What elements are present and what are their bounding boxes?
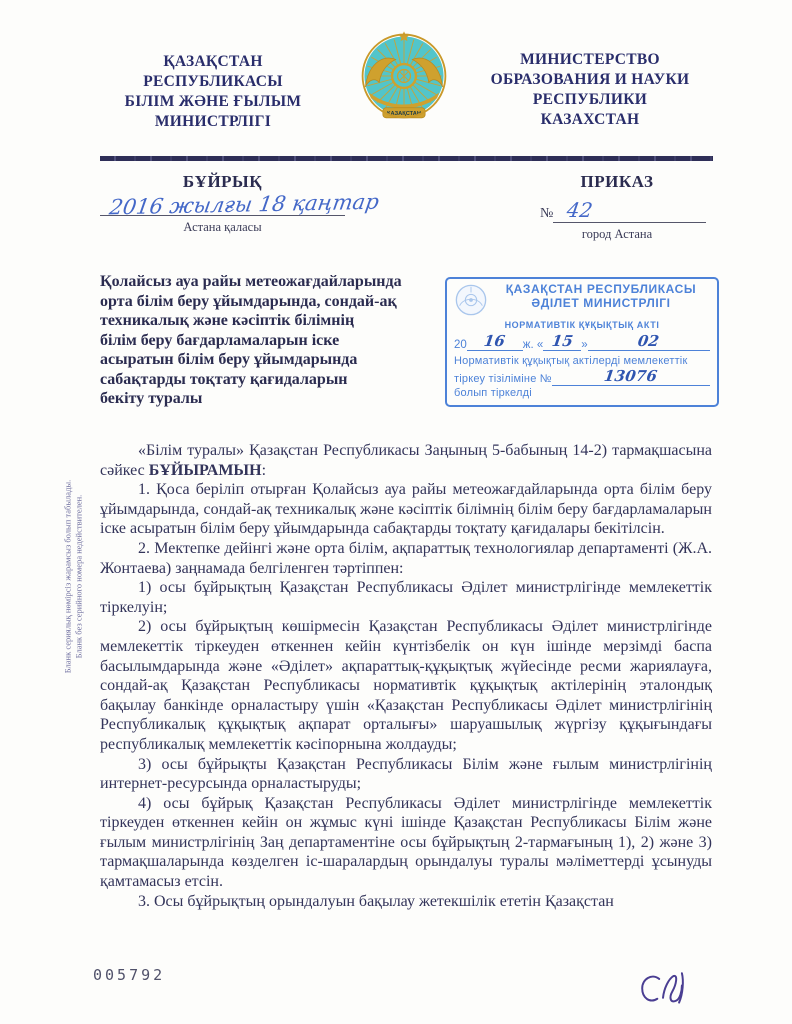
body-paragraph: 1. Қоса беріліп отырған Қолайсыз ауа райы метеожағдайларында орта білім беру ұйымдарында, сондай-ақ техникалық және кәсіптік білімнің білім беру бағдарламаларын іске асыратын білім беру ұйымдарында сабақтарды тоқтату қағидалары бекітілсін.	[100, 481, 712, 538]
title-line: сабақтарды тоқтату қағидаларын	[100, 370, 348, 388]
stamp-quote-close: »	[581, 339, 588, 351]
place-kazakh: Астана қаласы	[183, 220, 262, 234]
order-label-russian: ПРИКАЗ	[580, 172, 654, 191]
stamp-org-line2: ӘДІЛЕТ МИНИСТРЛІГІ	[531, 295, 671, 310]
blank-notice-kazakh: Бланк сериялық нөмірсіз жарамсыз болып табылады.	[62, 479, 73, 674]
stamp-act-type: НОРМАТИВТІК ҚҰҚЫҚТЫҚ АКТІ	[504, 320, 660, 330]
org-line: ОБРАЗОВАНИЯ И НАУКИ	[490, 71, 690, 88]
number-sign: №	[540, 206, 554, 221]
org-name-russian	[464, 50, 716, 130]
opening-keyword: БҰЙЫРАМЫН	[148, 461, 262, 479]
order-block-russian	[528, 172, 706, 242]
shanyrak-center	[392, 64, 416, 88]
stamp-reg-line1: Нормативтік құқықтық актілерді мемлекеттік	[454, 355, 688, 367]
org-line: МИНИСТЕРСТВО	[520, 51, 660, 68]
kazakhstan-state-emblem-icon	[358, 26, 450, 126]
handwritten-order-number: 42	[565, 198, 595, 222]
order-label-kazakh: БҰЙРЫҚ	[182, 172, 263, 191]
opening-pre: «Білім туралы» Қазақстан Республикасы Заңының 5-бабының 14-2) тармақшасына сәйкес	[100, 442, 712, 479]
body-paragraph: 2) осы бұйрықтың көшірмесін Қазақстан Республикасы Әділет министрлігінде мемлекеттік тіркеуден өткеннен кейін күнтізбелік он күн ішінде мерзімді баспа басылымдарында және «Әділет» ақпараттық-құқықтық жүйесінде ресми жариялауға, сондай-ақ Қазақстан Республикасы нормативтік құқықтық актілерінің эталондық бақылау банкінде орналастыру үшін «Қазақстан Республикасы Әділет министрлігінің Республикалық құқықтық ақпарат орталығы» шаруашылық жүргізу құқығындағы республикалық мемлекеттік кәсіпорнына жолдауды;	[100, 618, 712, 753]
order-title	[100, 272, 445, 409]
stamp-handwritten-regnumber: 13076	[603, 366, 659, 385]
blank-serial-notice	[63, 446, 84, 708]
justice-registration-stamp	[445, 277, 719, 407]
org-line: БІЛІМ ЖӘНЕ ҒЫЛЫМ	[124, 93, 302, 110]
stamp-handwritten-month: 02	[637, 332, 661, 350]
stamp-handwritten-year: 16	[483, 332, 507, 350]
order-body	[100, 441, 712, 911]
title-line: орта білім беру ұйымдарында, сондай-ақ	[100, 292, 397, 310]
stamp-year-underline	[467, 332, 523, 351]
opening-paragraph	[100, 441, 712, 480]
handwritten-signature	[634, 960, 692, 1012]
stamp-reg-prefix: тіркеу тізіліміне №	[454, 372, 552, 385]
order-block-kazakh	[100, 172, 381, 235]
body-paragraph: 2. Мектепке дейінгі және орта білім, ақпараттық технологиялар департаменті (Ж.А. Жонтаева) заңнамада белгіленген тәртіппен:	[100, 539, 712, 577]
handwritten-date: 2016 жылғы 18 қаңтар	[107, 189, 381, 220]
stamp-org-line1: ҚАЗАҚСТАН РЕСПУБЛИКАСЫ	[505, 282, 697, 296]
stamp-date-row	[454, 332, 710, 351]
org-line: МИНИСТРЛІГІ	[154, 113, 272, 130]
body-paragraph: 4) осы бұйрық Қазақстан Республикасы Әділет министрлігінде мемлекеттік тіркеуден өткеннен кейін он жұмыс күні ішінде Қазақстан Республикасы Білім және ғылым министрлігінің Заң департаментіне осы бұйрықтың 2-тармағының 1), 2) және 3) тармақшаларында көзделген іс-шаралардың орындалуы туралы мәліметтерді ұсынуды қамтамасыз етсін.	[100, 794, 712, 891]
org-name-kazakh	[118, 52, 308, 132]
stamp-regnumber-underline	[552, 366, 710, 387]
security-microtext-line	[100, 156, 713, 161]
title-line: білім беру бағдарламаларын іске	[100, 331, 340, 349]
stamp-year-mid: ж. «	[522, 339, 544, 351]
title-line: Қолайсыз ауа райы метеожағдайларында	[100, 273, 402, 290]
stamp-month-underline	[588, 332, 710, 351]
body-paragraph: 1) осы бұйрықтың Қазақстан Республикасы Әділет министрлігінде мемлекеттік тіркелуін;	[100, 579, 712, 616]
blank-notice-russian: Бланк без серийного номера недействителен.	[73, 494, 83, 659]
title-line: бекіту туралы	[100, 390, 203, 407]
place-russian: город Астана	[581, 227, 653, 241]
stamp-emblem-icon	[454, 283, 488, 317]
org-line: РЕСПУБЛИКАСЫ	[143, 73, 283, 90]
number-underline	[553, 198, 706, 223]
stamp-handwritten-day: 15	[550, 332, 574, 350]
title-line: техникалық және кәсіптік білімнің	[100, 312, 355, 329]
org-line: РЕСПУБЛИКИ	[532, 91, 648, 108]
opening-post: :	[261, 461, 267, 479]
body-paragraph: 3) осы бұйрықты Қазақстан Республикасы Білім және ғылым министрлігінің интернет-ресурсында орналастыруды;	[100, 755, 712, 793]
stamp-reg-line2	[454, 366, 710, 387]
org-line: ҚАЗАҚСТАН	[163, 53, 263, 70]
order-number-row	[528, 198, 706, 223]
blank-serial-number: 005792	[93, 966, 166, 984]
stamp-reg-line3: болып тіркелді	[454, 387, 532, 399]
body-paragraph: 3. Осы бұйрықтың орындалуын бақылау жетекшілік ететін Қазақстан	[138, 892, 614, 910]
org-line: КАЗАХСТАН	[540, 111, 640, 128]
emblem-banner-text: ҚАЗАҚСТАН	[386, 111, 422, 118]
stamp-year-prefix: 20	[454, 339, 467, 351]
stamp-day-underline	[543, 332, 581, 351]
title-line: асыратын білім беру ұйымдарында	[100, 351, 358, 368]
